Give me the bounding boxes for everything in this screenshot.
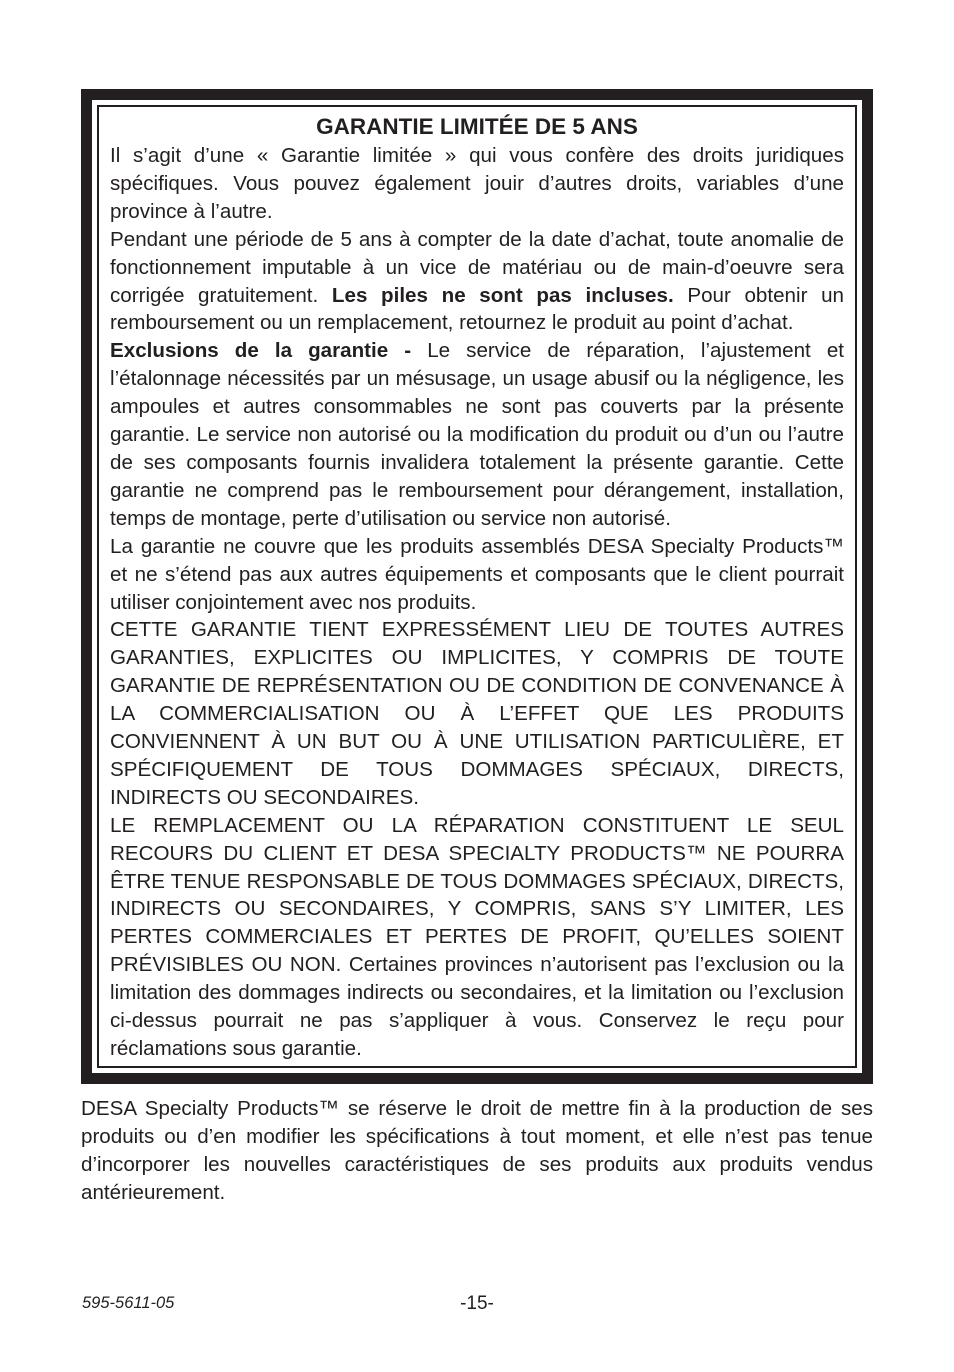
warranty-coverage-text: Pendant une période de 5 ans à compter de la date d’achat, toute anomalie de fonctionnement imputable à un vice de matériau ou de main-d’oeuvre sera corrigée gratuitement. <box>110 227 844 307</box>
document-code: 595-5611-05 <box>82 1294 175 1312</box>
warranty-content <box>110 112 844 1063</box>
remedy-clause: LE REMPLACEMENT OU LA RÉPARATION CONSTITUENT LE SEUL RECOURS DU CLIENT ET DESA SPECIALTY PRODUCTS™ NE POURRA ÊTRE TENUE RESPONSABLE DE TOUS DOMMAGES SPÉCIAUX, DIRECTS, INDIRECTS OU SECONDAIRES, Y COMPRIS, SANS S’Y LIMITER, LES PERTES COMMERCIALES ET PERTES DE PROFIT, QU’ELLES SOIENT PRÉVISIBLES OU NON. <box>110 813 844 977</box>
warranty-box-inner <box>92 100 862 1073</box>
warranty-remedy <box>110 812 844 1063</box>
warranty-scope: La garantie ne couvre que les produits assemblés DESA Specialty Products™ et ne s’étend pas aux autres équipements et composants que le client pourrait utiliser conjointement avec nos produits. <box>110 534 844 614</box>
page-number: -15- <box>460 1293 494 1314</box>
warranty-refund-text: Pour obtenir un remboursement ou un remplacement, retournez le produit au point d’achat. <box>110 283 844 335</box>
warranty-exclusions <box>110 337 844 532</box>
batteries-note: Les piles ne sont pas incluses. <box>331 283 674 307</box>
warranty-coverage <box>110 226 844 338</box>
province-note: Certaines provinces n’autorisent pas l’exclusion ou la limitation des dommages indirects ou secondaires, et la limitation ou l’exclusion ci-dessus pourrait ne pas s’appliquer à vous. Conservez le reçu pour réclamations sous garantie. <box>110 953 845 1060</box>
product-disclaimer: DESA Specialty Products™ se réserve le droit de mettre fin à la production de ses produits ou d’en modifier les spécifications à tout moment, et elle n’est pas tenue d’incorporer les nouvelles caractéristiques de ses produits aux produits vendus antérieurement. <box>81 1097 873 1204</box>
exclusions-label: Exclusions de la garantie - <box>110 339 412 363</box>
warranty-title: GARANTIE LIMITÉE DE 5 ANS <box>316 114 638 139</box>
exclusions-text: Le service de réparation, l’ajustement et l’étalonnage nécessités par un mésusage, un usage abusif ou la négligence, les ampoules et autres consommables ne sont pas couverts par la présente garantie. Le service non autorisé ou la modification du produit ou d’un ou l’autre de ses composants fournis invalidera totalement la présente garantie. Cette garantie ne comprend pas le remboursement pour dérangement, installation, temps de montage, perte d’utilisation ou service non autorisé. <box>110 339 845 530</box>
warranty-box <box>81 89 873 1084</box>
warranty-replaces-clause: CETTE GARANTIE TIENT EXPRESSÉMENT LIEU DE TOUTES AUTRES GARANTIES, EXPLICITES OU IMPLICITES, Y COMPRIS DE TOUTE GARANTIE DE REPRÉSENTATION OU DE CONDITION DE CONVENANCE À LA COMMERCIALISATION OU À L’EFFET QUE LES PRODUITS CONVIENNENT À UN BUT OU À UNE UTILISATION PARTICULIÈRE, ET SPÉCIFIQUEMENT DE TOUS DOMMAGES SPÉCIAUX, DIRECTS, INDIRECTS OU SECONDAIRES. <box>110 618 844 809</box>
warranty-intro: Il s’agit d’une « Garantie limitée » qui vous confère des droits juridiques spécifiques. Vous pouvez également jouir d’autres droits, variables d’une province à l’autre. <box>110 144 844 223</box>
